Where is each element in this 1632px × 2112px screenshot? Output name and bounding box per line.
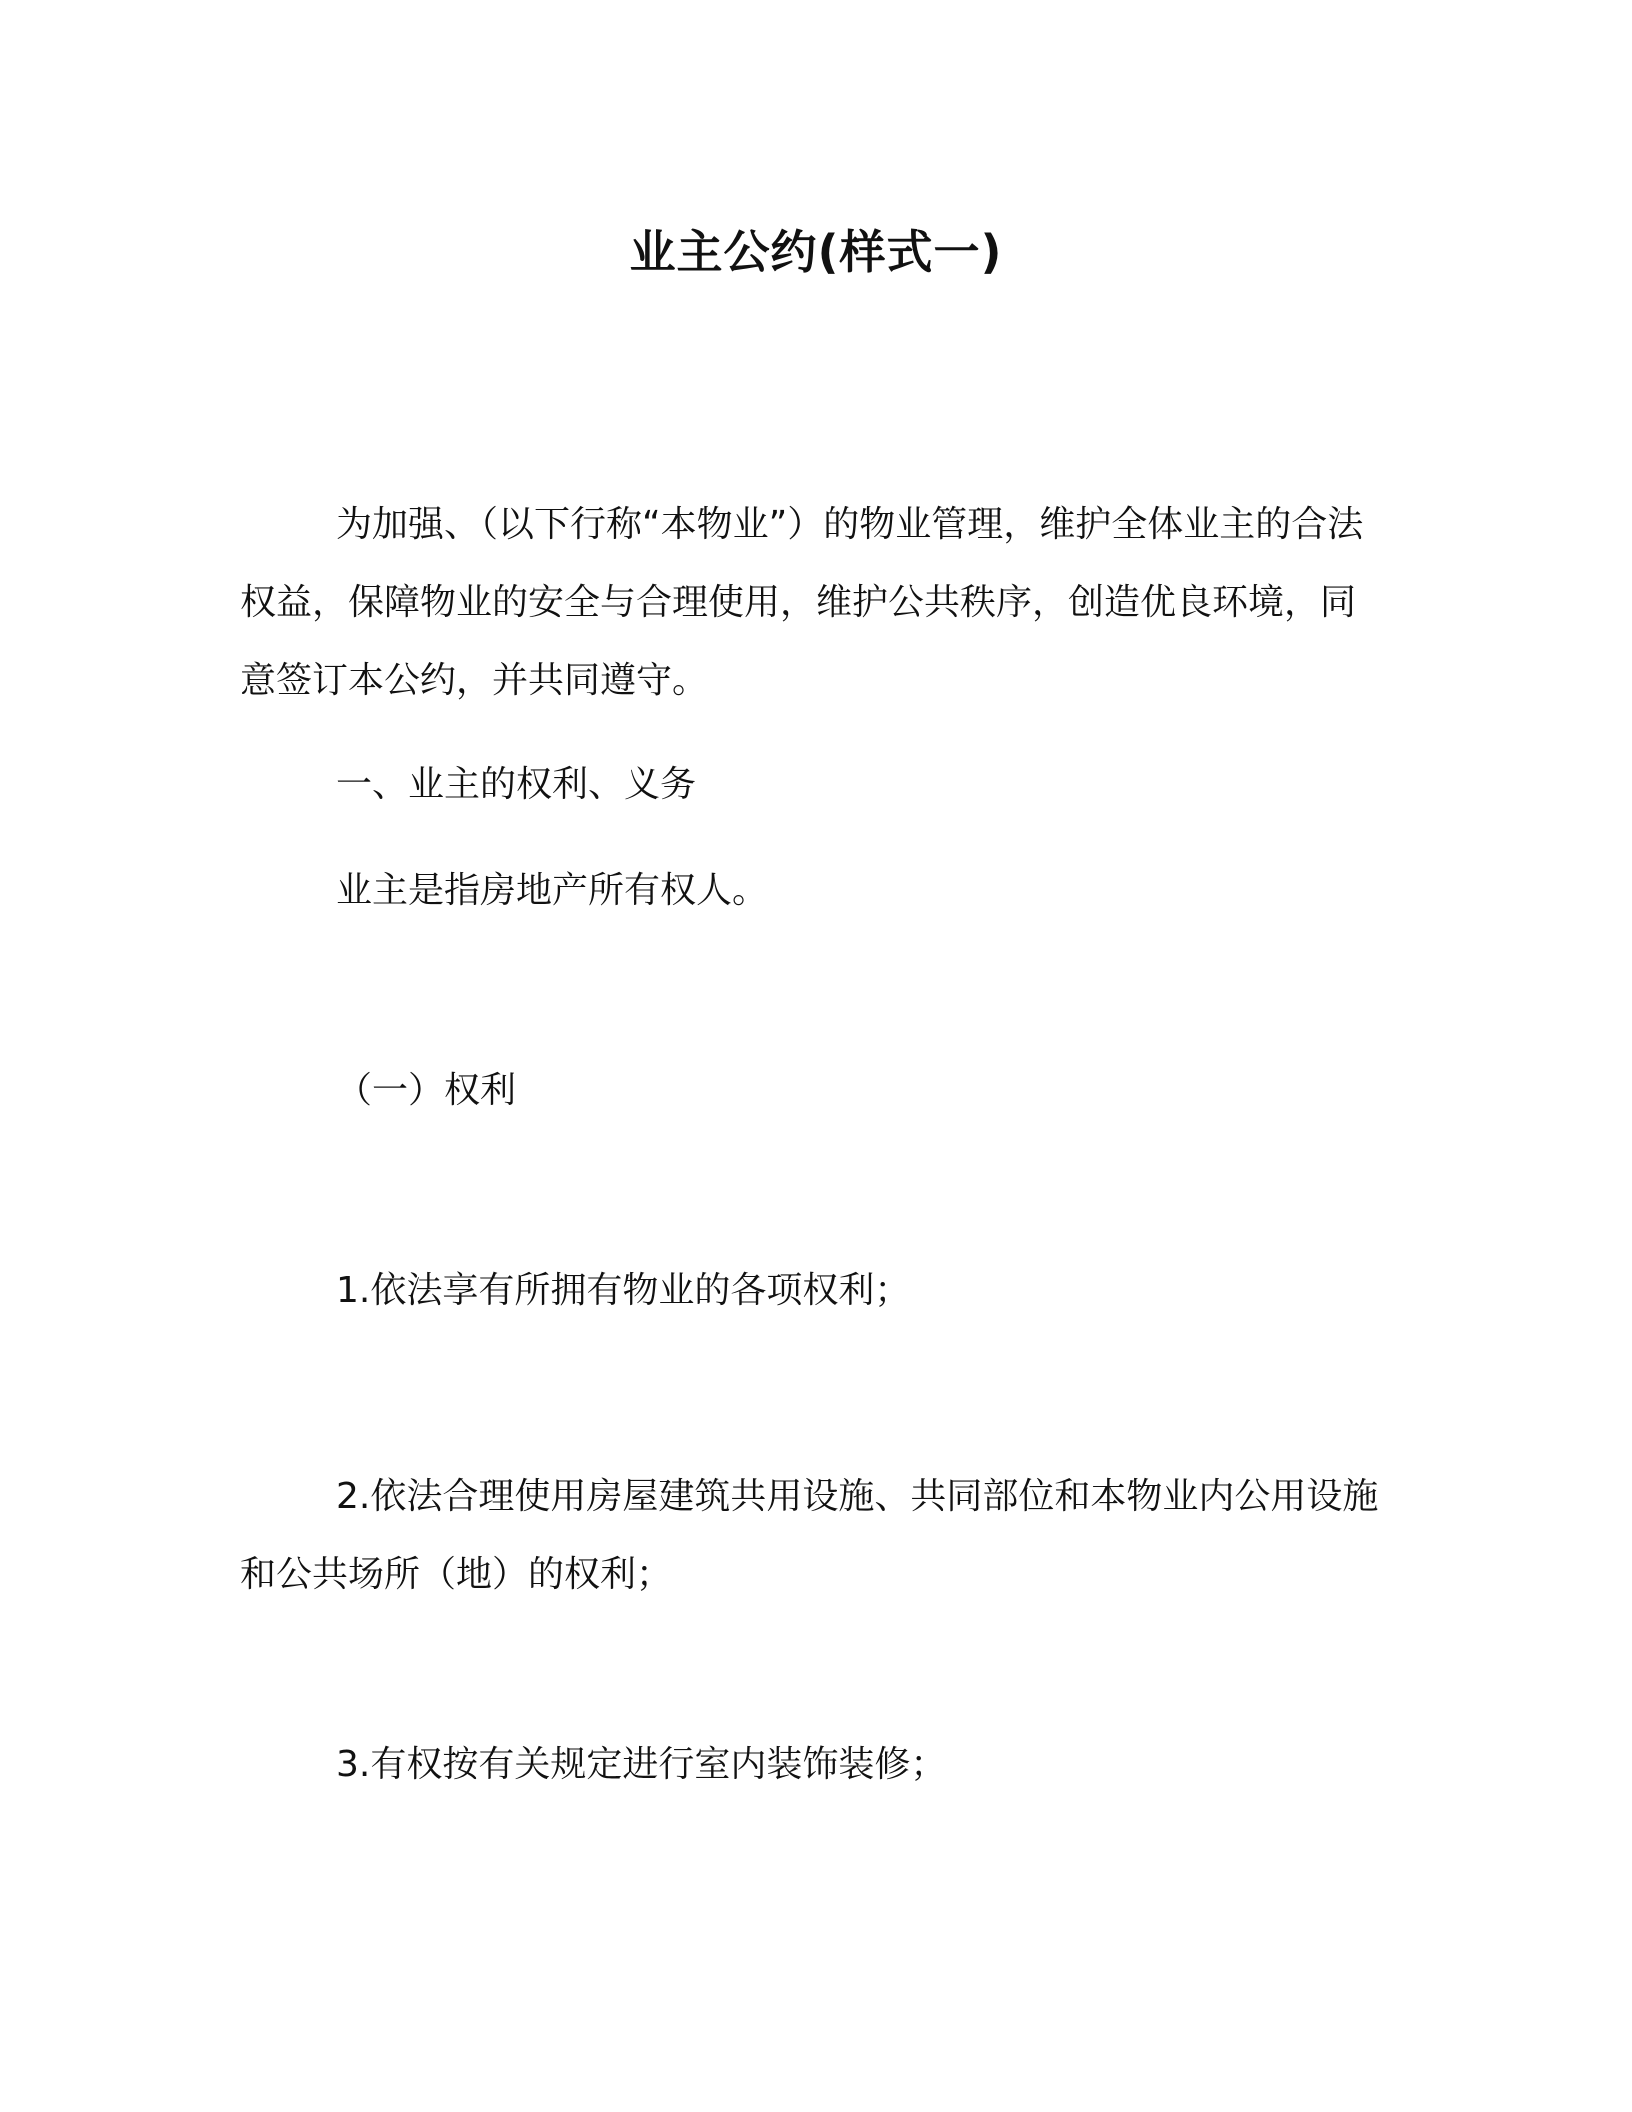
section-heading-owner-rights-duties: 一、业主的权利、义务: [336, 764, 697, 805]
owner-definition: 业主是指房地产所有权人。: [336, 870, 769, 911]
rights-item-3: 3.有权按有关规定进行室内装饰装修；: [336, 1744, 947, 1785]
rights-item-1: 1.依法享有所拥有物业的各项权利；: [336, 1270, 911, 1311]
document-title: 业主公约(样式一): [629, 225, 1003, 279]
rights-item-2: 2.依法合理使用房屋建筑共用设施、共同部位和本物业内公用设施和公共场所（地）的权利；: [240, 1476, 1379, 1595]
intro-paragraph: 为加强、（以下行称“本物业”）的物业管理，维护全体业主的合法权益，保障物业的安全与合理使用，维护公共秩序，创造优良环境，同意签订本公约，并共同遵守。: [240, 504, 1364, 701]
subsection-heading-rights: （一）权利: [336, 1070, 517, 1111]
